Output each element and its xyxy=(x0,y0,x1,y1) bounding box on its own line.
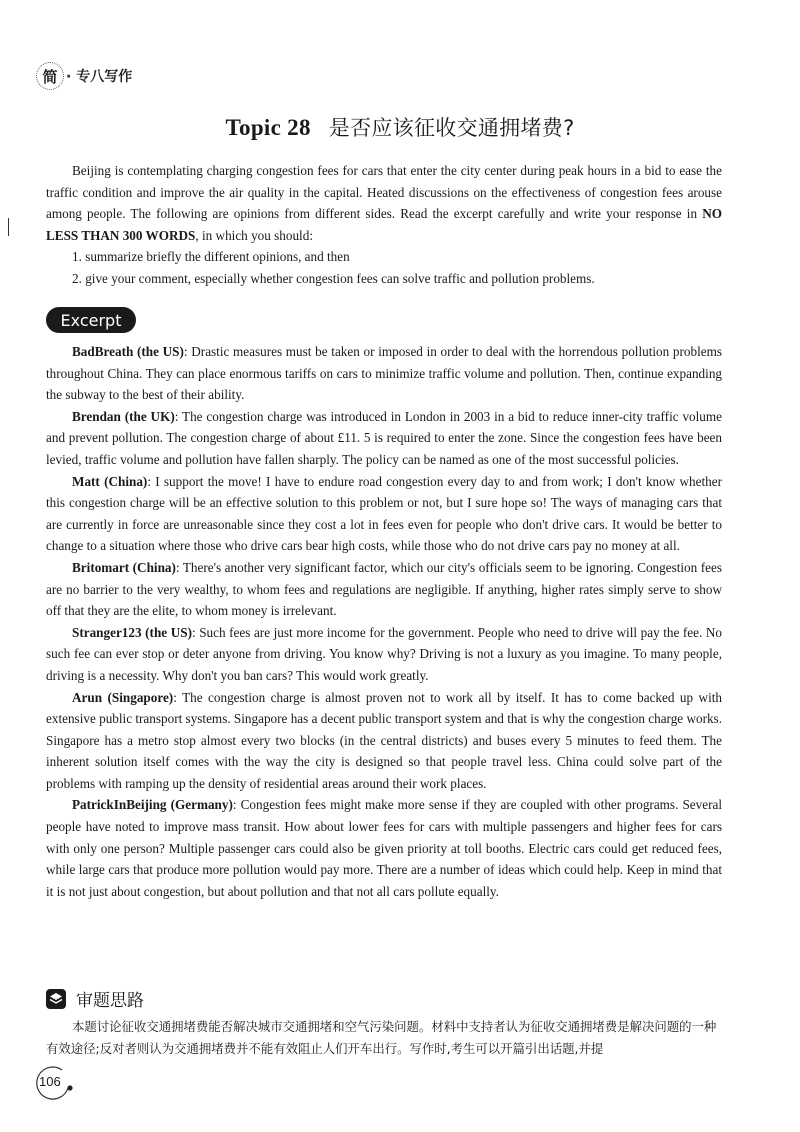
opinion-paragraph: Arun (Singapore): The congestion charge is almost proven not to work all by itself. It has to come backed up with extensive public transport systems. Singapore has a decent public transport system and that is why the congestion charge works. Singapore has a metro stop almost every two blocks (in the central districts) and buses every 5 minutes to feed them. The inherent solution itself comes with the way the city is designed so that people travel less. China could solve part of the problems with ramping up the density of residential areas around their work places. xyxy=(46,689,722,791)
opinions-block xyxy=(46,341,722,902)
opinion-paragraph: BadBreath (the US): Drastic measures must be taken or imposed in order to deal with the horrendous pollution problems throughout China. They can place enormous tariffs on cars to minimize traffic volume and pollution. Then, continue expanding the subway to the best of their ability. xyxy=(46,344,722,403)
book-logo xyxy=(36,62,64,90)
opinion-author: PatrickInBeijing (Germany) xyxy=(72,797,233,813)
opinion-author: Arun (Singapore) xyxy=(72,689,174,705)
opinion-paragraph: Stranger123 (the US): Such fees are just more income for the government. People who need to drive will pay the fee. No such fee can ever stop or deter anyone from driving. You know why? Driving is not a luxury as you imagine. To many people, driving is a necessity. Why don't you ban cars? This would work greatly. xyxy=(46,624,723,683)
analysis-text: 本题讨论征收交通拥堵费能否解决城市交通拥堵和空气污染问题。材料中支持者认为征收交通拥堵费是解决问题的一种有效途径;反对者则认为交通拥堵费并不能有效阻止人们开车出行。写作时,考生可以开篇引出话题,并提 xyxy=(46,1019,717,1056)
opinion-author: BadBreath (the US) xyxy=(72,344,184,359)
opinion-author: Britomart (China) xyxy=(72,559,176,575)
opinion-paragraph: Brendan (the UK): The congestion charge was introduced in London in 2003 in a bid to reduce inner-city traffic volume and prevent pollution. The congestion charge of about £11. 5 is required to enter the zone. Since the congestion fees have been levied, traffic volume and pollution have fallen sharply. The policy can be named as one of the most successful policies. xyxy=(46,408,722,467)
opinion-author: Matt (China) xyxy=(72,473,148,489)
opinion-paragraph: Matt (China): I support the move! I have to endure road congestion every day to and from work; I don't know whether this congestion charge will be an effective solution to this problem or not, but I sure hope so! The ways of managing cars that are currently in force are unreasonable since they cost a lot in fees even for people who don't drive cars. It would be better to change to a situation where those who drive cars bear high costs, while those who do not drive cars pay no money at all. xyxy=(46,473,722,554)
page-number: 106 xyxy=(32,1064,68,1100)
section-label: · 专八写作 xyxy=(66,69,133,85)
topic-number: Topic 28 xyxy=(225,115,311,140)
opinion-paragraph: PatrickInBeijing (Germany): Congestion fees might make more sense if they are coupled with other programs. Several people have noted to improve mass transit. How about lower fees for cars with multiple passengers and higher fees for cars with only one person? Multiple passenger cars could also be given priority at toll booths. Electric cars could get reduced fees, while large cars that produce more pollution would pay more. There are a number of ideas which could help. Keep in mind that it is not just about congestion, but about pollution and that not all cars pollute equally. xyxy=(46,797,723,899)
instruction-item-1: 1. summarize briefly the different opinions, and then xyxy=(72,249,350,265)
word-limit: NO LESS THAN 300 WORDS xyxy=(46,206,722,243)
instruction-item-2: 2. give your comment, especially whether congestion fees can solve traffic and pollution problems. xyxy=(72,270,595,286)
layers-icon xyxy=(46,989,66,1009)
topic-chinese-title: 是否应该征收交通拥堵费? xyxy=(328,116,575,140)
opinion-author: Brendan (the UK) xyxy=(72,408,175,424)
opinion-author: Stranger123 (the US) xyxy=(72,624,192,640)
analysis-title: 审题思路 xyxy=(76,991,144,1011)
running-header xyxy=(36,62,132,90)
intro-block xyxy=(46,160,722,290)
logo-char: 简 xyxy=(42,67,58,86)
excerpt-badge: Excerpt xyxy=(46,307,136,333)
intro-paragraph: Beijing is contemplating charging congestion fees for cars that enter the city center during peak hours in a bid to ease the traffic condition and improve the air quality in the capital. Heated discussions on the effectiveness of congestion fees arouse among people. The following are opinions from different sides. Read the excerpt carefully and write your response in NO LESS THAN 300 WORDS, in which you should: xyxy=(46,163,722,243)
opinion-paragraph: Britomart (China): There's another very significant factor, which our city's officials seem to be ignoring. Congestion fees are no barrier to the very wealthy, to whom fees and regulations are negligible. If anything, higher rates simply serve to show off that they are the elite, to whom money is irrelevant. xyxy=(46,559,722,619)
margin-mark xyxy=(8,218,9,236)
page-title xyxy=(0,112,800,142)
analysis-heading xyxy=(46,986,144,1011)
